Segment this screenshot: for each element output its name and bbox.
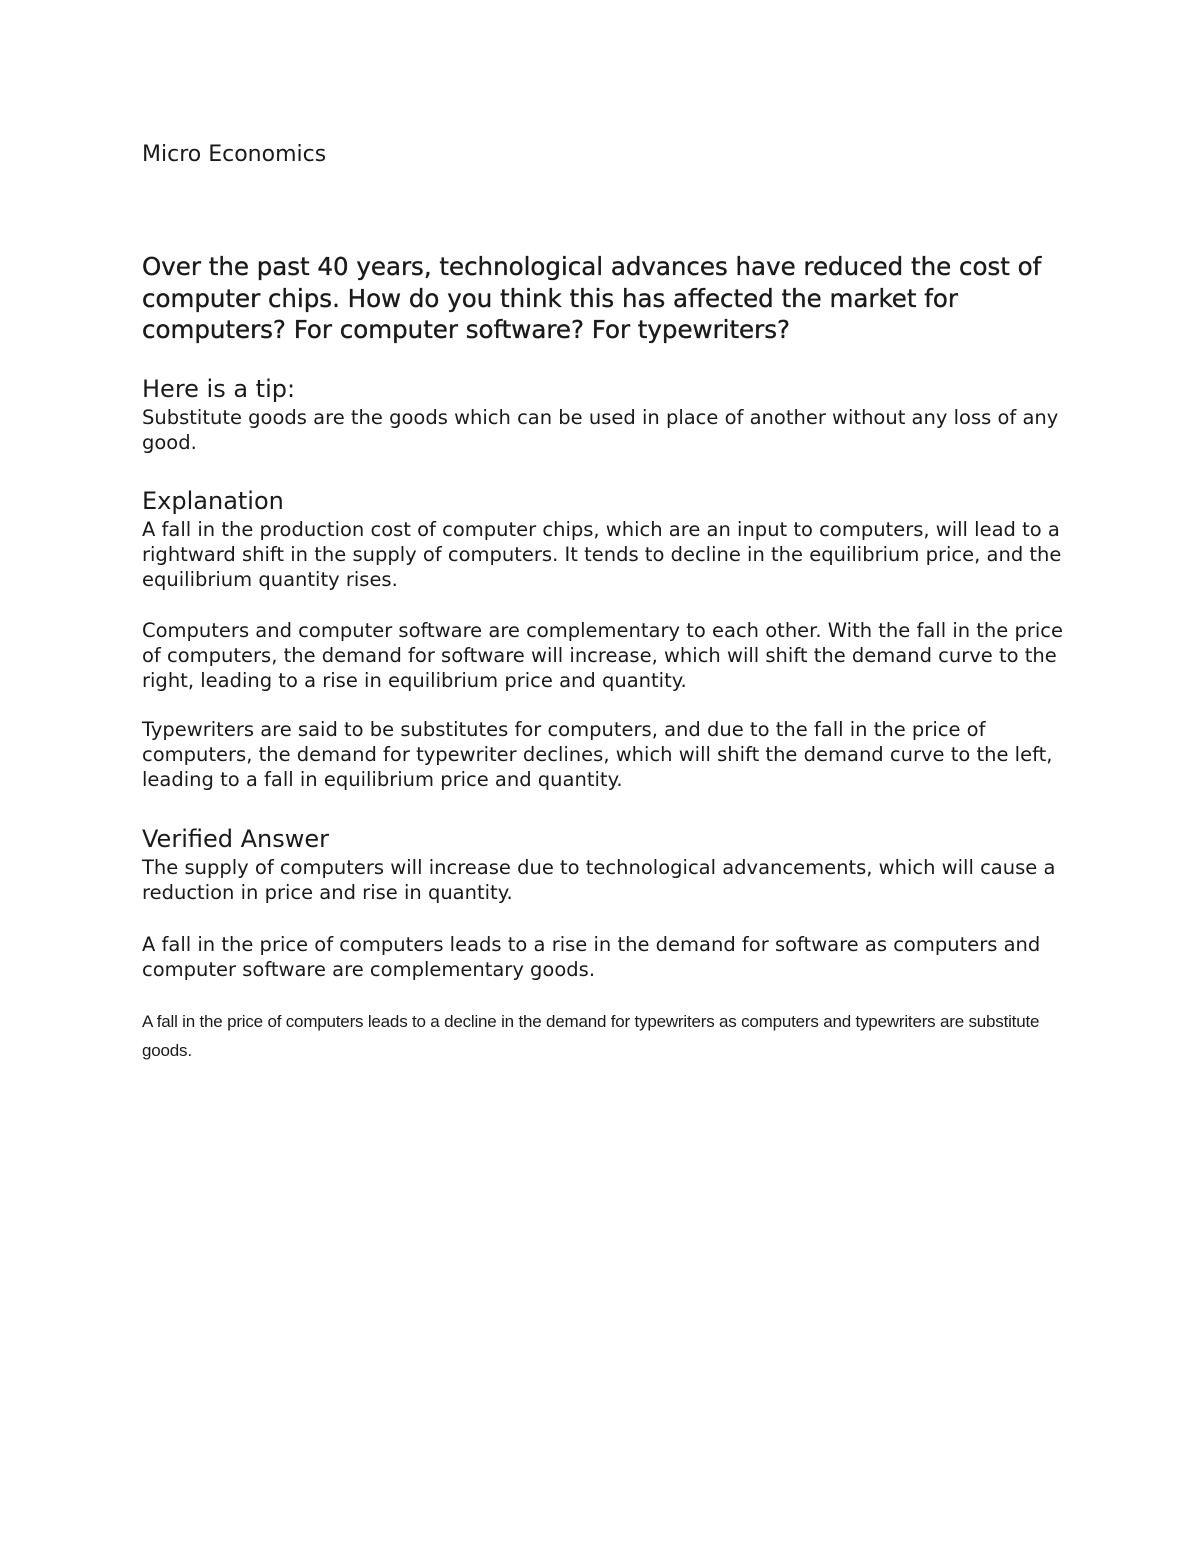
explanation-paragraph: Typewriters are said to be substitutes for computers, and due to the fall in the price of computers, the demand for typewriter declines, which will shift the demand curve to the left, leading to a fall in equilibrium price and quantity. [142, 718, 1053, 791]
question-text: Over the past 40 years, technological advances have reduced the cost of computer chips. How do you think this has affected the market for computers? For computer software? For typewriters? [142, 252, 1042, 344]
document-title: Micro Economics [142, 142, 327, 167]
explanation-paragraph: Computers and computer software are complementary to each other. With the fall in the price of computers, the demand for software will increase, which will shift the demand curve to the right, leading to a rise in equilibrium price and quantity. [142, 619, 1064, 692]
answer-paragraph: A fall in the price of computers leads to a rise in the demand for software as computers and computer software are complementary goods. [142, 933, 1041, 981]
answer-paragraph: The supply of computers will increase due to technological advancements, which will cause a reduction in price and rise in quantity. [142, 856, 1056, 904]
tip-heading: Here is a tip: [142, 375, 296, 403]
explanation-heading: Explanation [142, 487, 284, 515]
verified-answer-heading: Verified Answer [142, 825, 329, 853]
explanation-paragraph: A fall in the production cost of computer chips, which are an input to computers, will lead to a rightward shift in the supply of computers. It tends to decline in the equilibrium price, and the equilibrium quantity rises. [142, 518, 1062, 591]
tip-text: Substitute goods are the goods which can be used in place of another without any loss of any good. [142, 406, 1059, 454]
answer-paragraph: A fall in the price of computers leads to a decline in the demand for typewriters as computers and typewriters are substitute goods. [142, 1012, 1040, 1060]
